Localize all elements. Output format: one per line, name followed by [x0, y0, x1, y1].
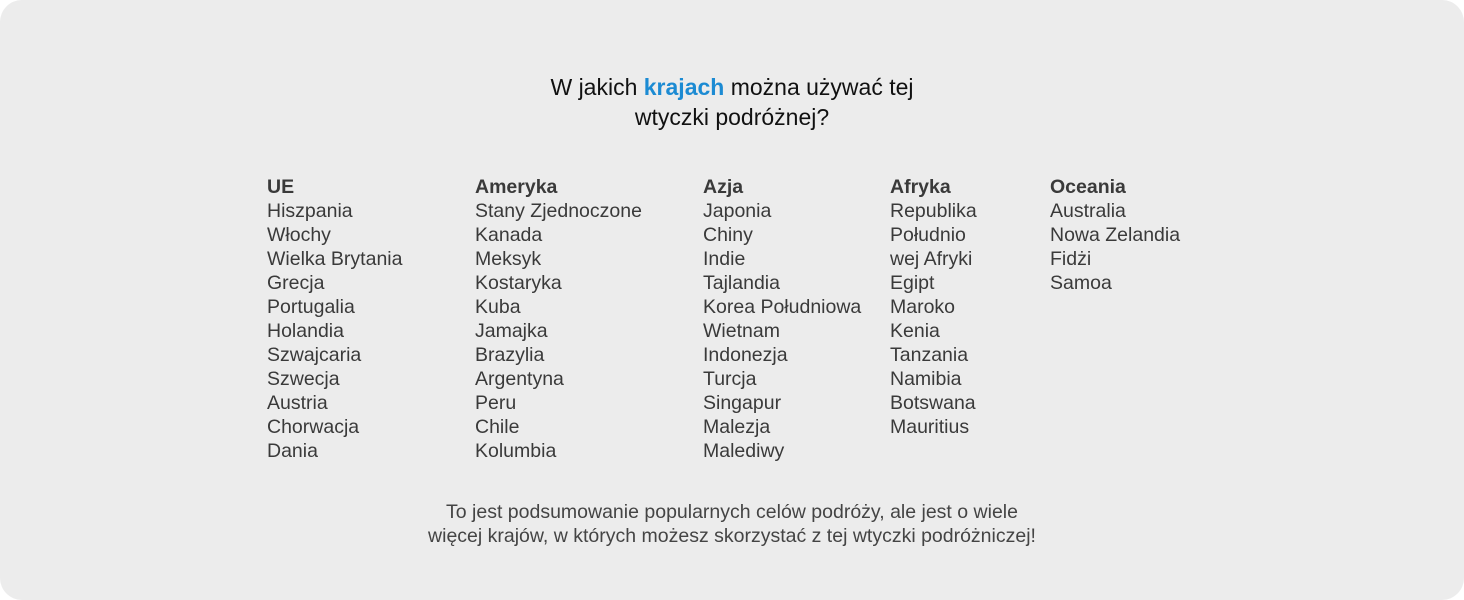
- country-list: [267, 199, 402, 463]
- country-list: [475, 199, 642, 463]
- footer-line-2: więcej krajów, w których możesz skorzystać z tej wtyczki podróżniczej!: [428, 525, 1036, 547]
- country-list: [890, 199, 977, 439]
- country-list: [703, 199, 861, 463]
- country-item: Fidżi: [1050, 248, 1092, 270]
- country-item: Botswana: [890, 392, 976, 414]
- country-item: Włochy: [267, 224, 331, 246]
- region-column-ue: [267, 175, 402, 463]
- country-item: Mauritius: [890, 416, 970, 438]
- country-item: Peru: [475, 392, 517, 414]
- country-item: Kostaryka: [475, 272, 562, 294]
- country-item: Chile: [475, 416, 520, 438]
- country-item: Malediwy: [703, 440, 785, 462]
- region-column-afryka: [890, 175, 977, 439]
- country-item: Nowa Zelandia: [1050, 224, 1181, 246]
- country-item: Stany Zjednoczone: [475, 200, 642, 222]
- country-item: Dania: [267, 440, 318, 462]
- region-heading: Ameryka: [475, 176, 558, 198]
- country-item: Austria: [267, 392, 328, 414]
- country-item: Australia: [1050, 200, 1126, 222]
- country-item: Brazylia: [475, 344, 545, 366]
- region-heading: Afryka: [890, 176, 951, 198]
- country-item: Portugalia: [267, 296, 355, 318]
- country-item: Wielka Brytania: [267, 248, 403, 270]
- country-item: Turcja: [703, 368, 757, 390]
- country-item: Kolumbia: [475, 440, 557, 462]
- country-item: Wietnam: [703, 320, 780, 342]
- country-item: Kenia: [890, 320, 940, 342]
- country-item: Indonezja: [703, 344, 788, 366]
- title-highlight: krajach: [643, 74, 725, 100]
- footer-note: [0, 500, 1464, 548]
- country-item: Maroko: [890, 296, 956, 318]
- country-item: Singapur: [703, 392, 782, 414]
- title-text-end: można używać tej: [724, 74, 914, 100]
- country-item: Hiszpania: [267, 200, 353, 222]
- country-item: Tajlandia: [703, 272, 780, 294]
- country-item: wej Afryki: [890, 248, 973, 270]
- region-column-ameryka: [475, 175, 642, 463]
- title-line-2: wtyczki podróżnej?: [634, 104, 830, 130]
- region-heading: UE: [267, 176, 295, 198]
- region-heading: Oceania: [1050, 176, 1126, 198]
- country-item: Kuba: [475, 296, 521, 318]
- country-item: Japonia: [703, 200, 772, 222]
- country-item: Grecja: [267, 272, 325, 294]
- country-item: Kanada: [475, 224, 543, 246]
- country-item: Jamajka: [475, 320, 548, 342]
- country-item: Namibia: [890, 368, 962, 390]
- region-column-azja: [703, 175, 861, 463]
- country-item: Chorwacja: [267, 416, 360, 438]
- country-item: Holandia: [267, 320, 344, 342]
- country-item: Republika: [890, 200, 977, 222]
- country-item: Samoa: [1050, 272, 1112, 294]
- country-item: Meksyk: [475, 248, 542, 270]
- country-item: Korea Południowa: [703, 296, 862, 318]
- region-heading: Azja: [703, 176, 744, 198]
- country-item: Chiny: [703, 224, 753, 246]
- country-item: Egipt: [890, 272, 935, 294]
- country-item: Południo: [890, 224, 966, 246]
- country-item: Malezja: [703, 416, 771, 438]
- page-title: [0, 72, 1464, 132]
- country-list: [1050, 199, 1180, 295]
- country-item: Szwajcaria: [267, 344, 362, 366]
- country-item: Tanzania: [890, 344, 969, 366]
- country-item: Indie: [703, 248, 746, 270]
- country-item: Argentyna: [475, 368, 564, 390]
- country-item: Szwecja: [267, 368, 340, 390]
- region-column-oceania: [1050, 175, 1180, 295]
- title-text-start: W jakich: [550, 74, 644, 100]
- footer-line-1: To jest podsumowanie popularnych celów podróży, ale jest o wiele: [446, 501, 1018, 523]
